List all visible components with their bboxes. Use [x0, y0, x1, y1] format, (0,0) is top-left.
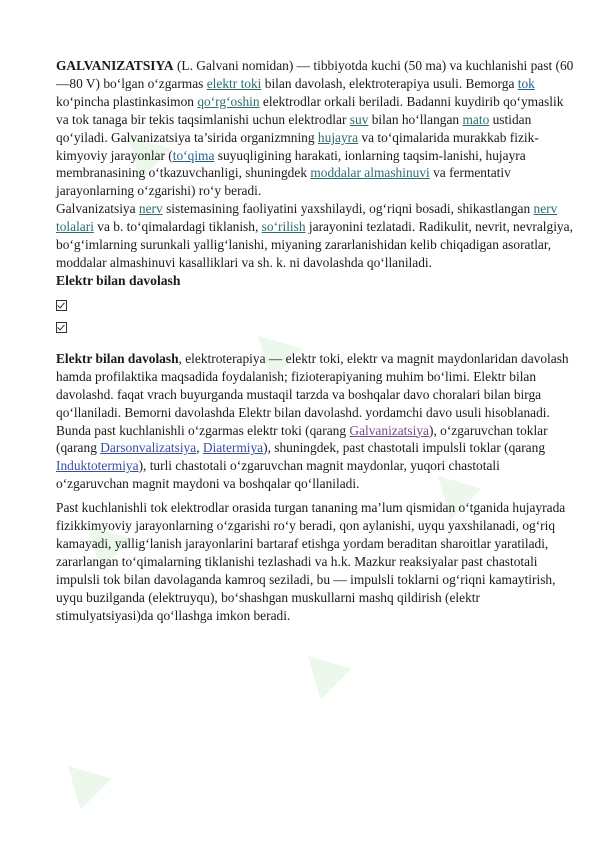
galvanizatsiya-paragraph-2: Galvanizatsiya nerv sistemasining faoliyatini yaxshilaydi, og‘riqni bosadi, shikastlangan nerv tolalari va b. to‘qimalardagi tiklanish, so‘rilish jarayonini tezlatadi. Radikulit, nevrit, nevralgiya, bo‘g‘imlarning surunkali yallig‘lanishi, miyaning zararlanishidan kelib chiqadigan asoratlar, moddalar almashinuvi kasalliklari va sh. k. ni davolashda qo‘llaniladi. — [56, 201, 573, 270]
article-title-2: Elektr bilan davolash — [56, 350, 179, 366]
link-nerv[interactable]: nerv — [138, 201, 163, 217]
article-title: GALVANIZATSIYA — [56, 58, 174, 73]
broken-image-icon — [56, 296, 576, 314]
link-darsonvalizatsiya[interactable]: Darsonvalizatsiya — [100, 440, 197, 456]
link-suv[interactable]: suv — [349, 111, 369, 127]
link-toqima[interactable]: to‘qima — [172, 147, 215, 163]
link-qorgoshin[interactable]: qo‘rg‘oshin — [197, 93, 260, 109]
section-heading: Elektr bilan davolash — [56, 272, 181, 288]
link-induktotermiya[interactable]: Induktotermiya — [56, 458, 139, 474]
link-moddalar-almashinuvi[interactable]: moddalar almashinuvi — [310, 165, 430, 181]
document-body — [56, 57, 576, 624]
elektr-paragraph-2: Past kuchlanishli tok elektrodlar orasida turgan tananing ma’lum qismidan o‘tganida hujayrada fizikkimyoviy jarayonlarning o‘zgarishi ro‘y beradi, qon aylanishi, uyqu yaxshilanadi, og‘riq kamayadi, yallig‘lanish jarayonlarini bartaraf etishga yordam beraditan sharoitlar yaratiladi, zararlangan to‘qimalarning tiklanishi tezlashadi va h.k. Mazkur reaksiyalar past chastotali impulsli tok bilan davolaganda kamroq seziladi, bu — impulsli toklarni og‘riqni kamaytirish, uyqu buzilganda (elektruyqu), bo‘shashgan muskullarni mashq qildirish (elektr stimulyatsiyasi)da qo‘llashga imkon beradi. — [56, 500, 566, 623]
elektr-paragraph: Elektr bilan davolash, elektroterapiya — elektr toki, elektr va magnit maydonlaridan davolash hamda profilaktika maqsadida foydalanish; fizioterapiyaning muhim bo‘limi. Elektr bilan davolashd. faqat vrach buyurganda mustaqil tarzda va boshqalar davo choralari bilan birga qo‘llaniladi. Bemorni davolashda Elektr bilan davolashd. yordamchi davo usuli hisoblanadi. Bunda past kuchlanishli o‘zgarmas elektr toki (qarang Galvanizatsiya), o‘zgaruvchan toklar (qarang Darsonvalizatsiya, Diatermiya), shuningdek, past chastotali impulsli toklar (qarang Induktotermiya), turli chastotali o‘zgaruvchan magnit maydonlar, yuqori chastotali o‘zgaruvchan magnit maydoni va boshqalar qo‘llaniladi. — [56, 350, 569, 492]
link-hujayra[interactable]: hujayra — [317, 129, 359, 145]
link-diatermiya[interactable]: Diatermiya — [202, 440, 264, 456]
link-mato[interactable]: mato — [462, 111, 490, 127]
galvanizatsiya-paragraph: GALVANIZATSIYA (L. Galvani nomidan) — tibbiyotda kuchi (50 ma) va kuchlanishi past (60—80 V) bo‘lgan o‘zgarmas elektr toki bilan davolash, elektroterapiya usuli. Bemorga tok ko‘pincha plastinkasimon qo‘rg‘oshin elektrodlar orkali beriladi. Badanni kuydirib qo‘ymaslik va tok tanaga bir tekis taqsimlanishi uchun elektrodlar suv bilan ho‘llangan mato ustidan qo‘yiladi. Galvanizatsiya ta’sirida organizmning hujayra va to‘qimalarida murakkab fizik-kimyoviy jarayonlar (to‘qima suyuqligining harakati, ionlarning taqsim-lanishi, hujayra membranasining o‘tkazuvchanligi, shuningdek moddalar almashinuvi va fermentativ jarayonlarning o‘zgarishi) ro‘y beradi. — [56, 58, 574, 199]
link-galvanizatsiya[interactable]: Galvanizatsiya — [349, 422, 429, 438]
broken-image-icon-2 — [56, 318, 576, 336]
link-tok[interactable]: tok — [517, 75, 535, 91]
link-sorilish[interactable]: so‘rilish — [261, 219, 306, 235]
link-nerv-tolalari[interactable]: nerv tolalari — [56, 201, 558, 235]
link-elektr-toki[interactable]: elektr toki — [206, 75, 262, 91]
